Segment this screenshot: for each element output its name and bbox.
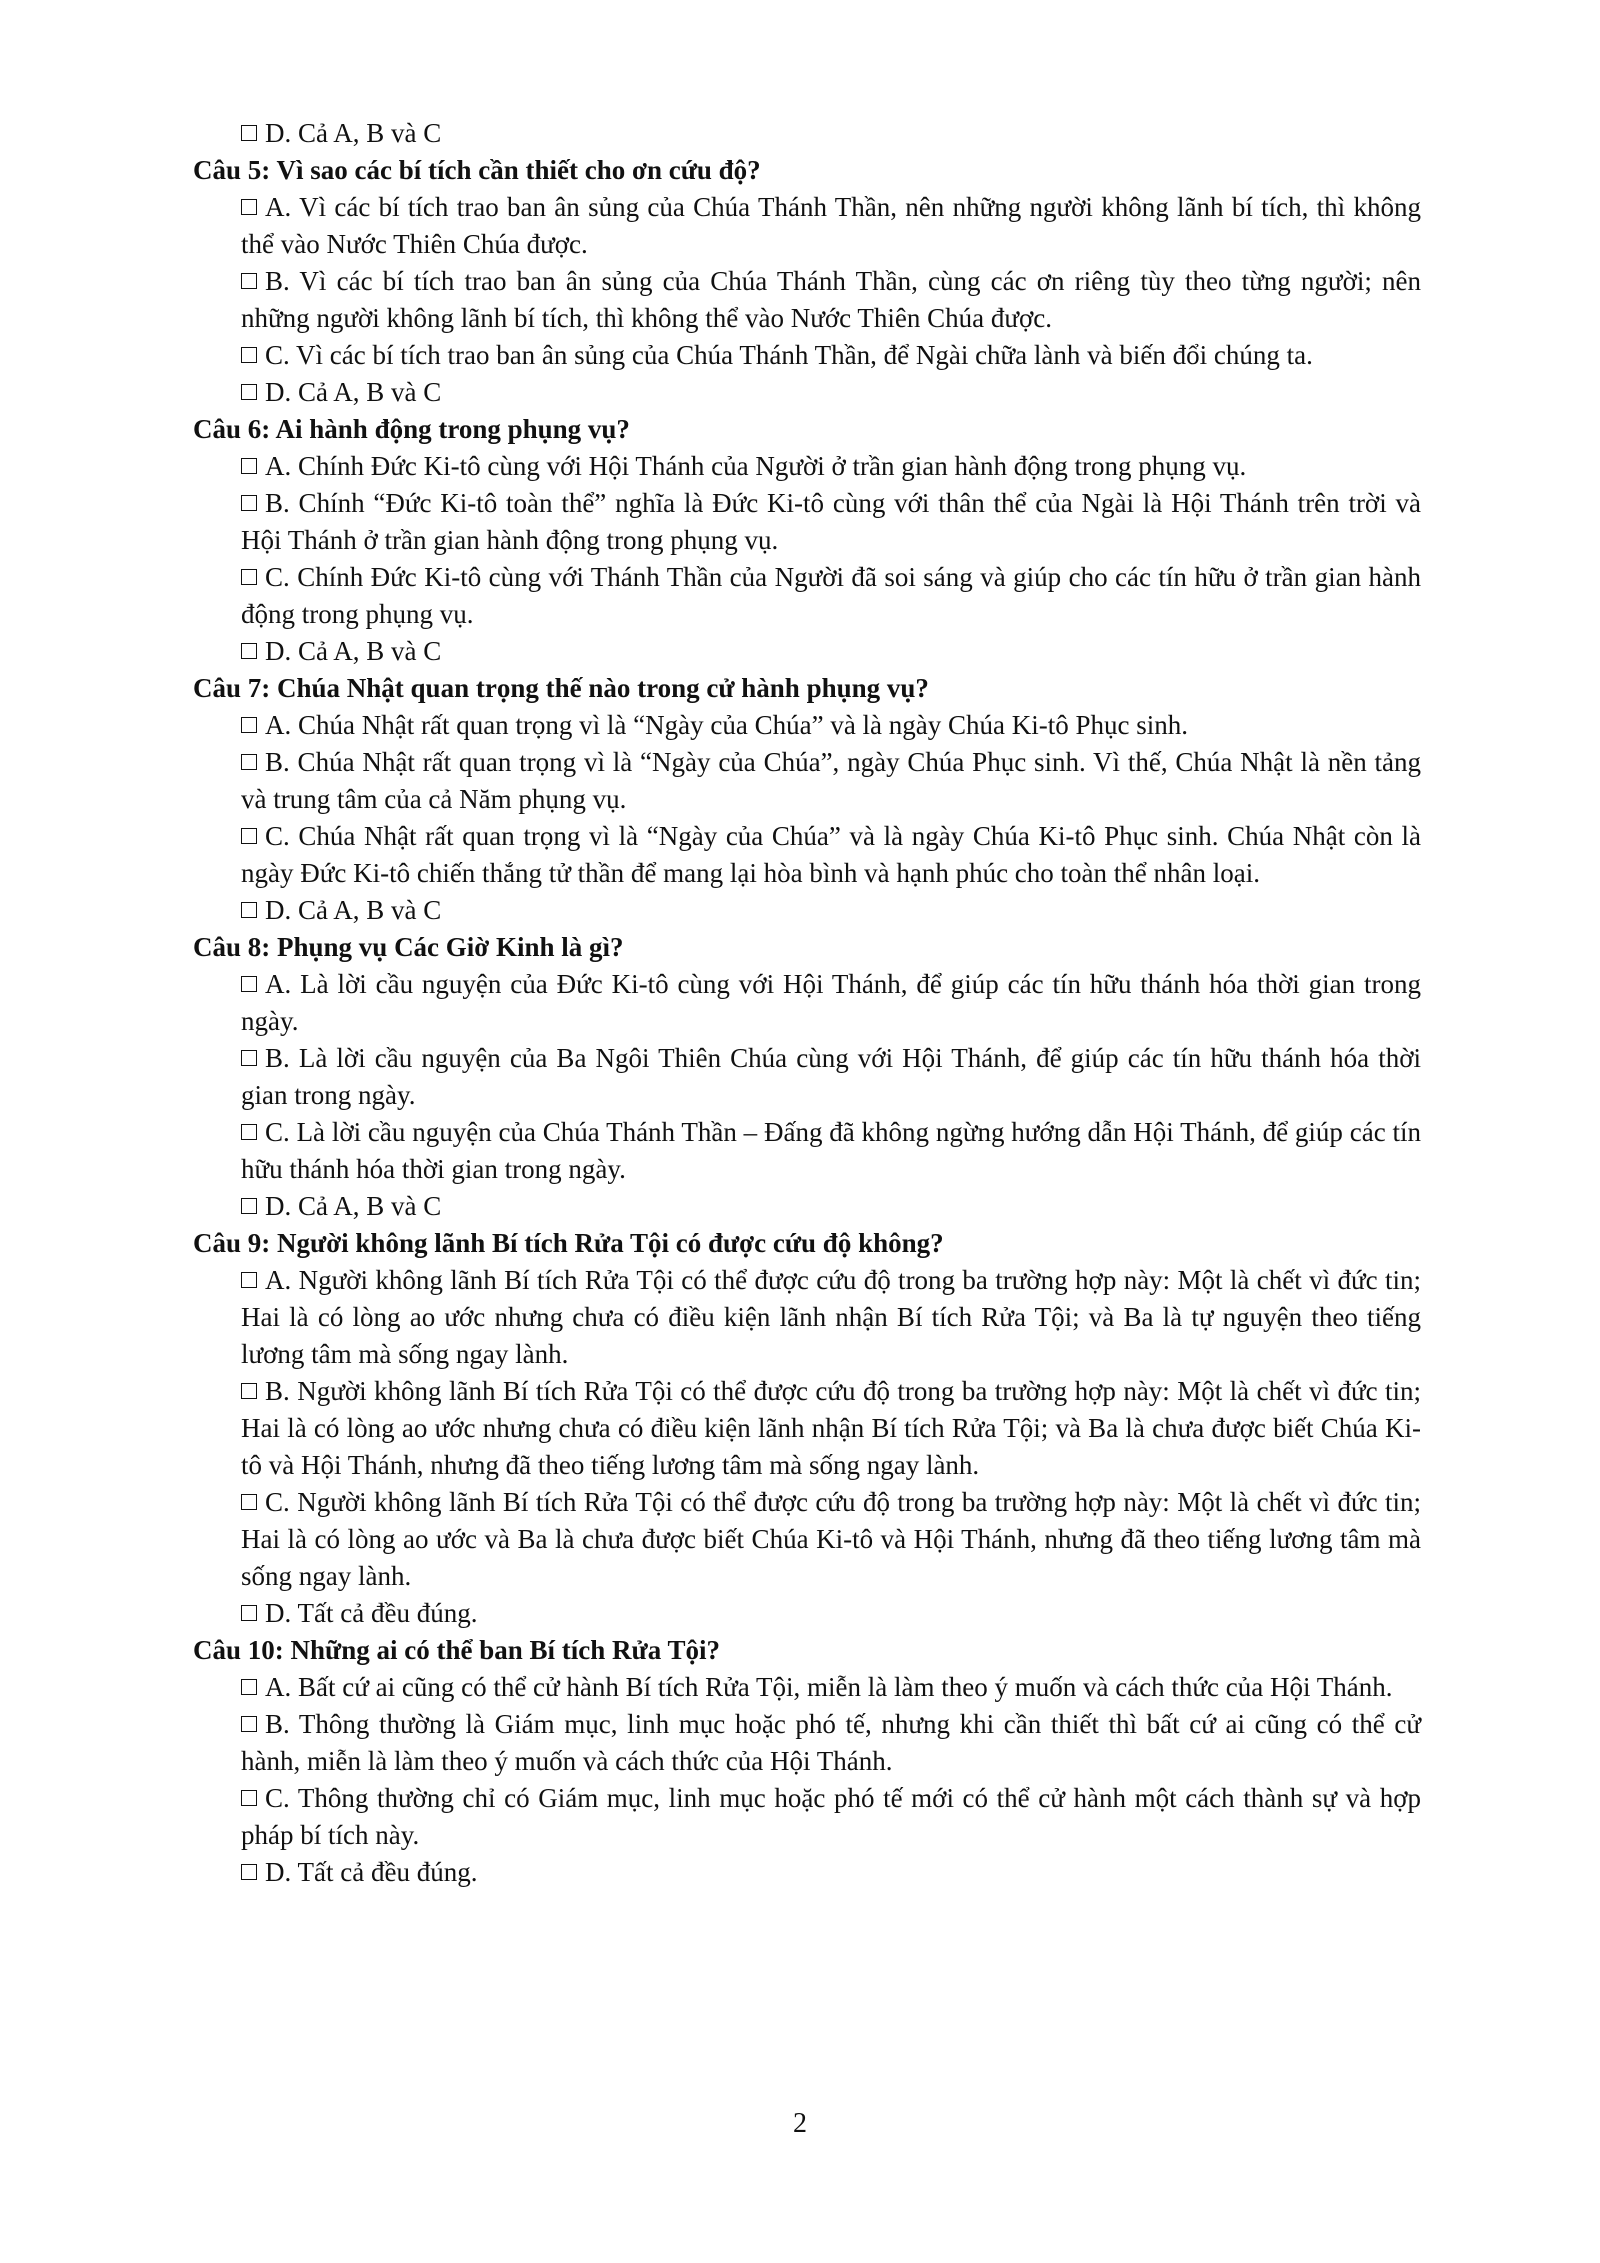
option-checkbox-row [193, 448, 1421, 485]
option-text: D. Cả A, B và C [265, 895, 442, 925]
question-title: Câu 8: Phụng vụ Các Giờ Kinh là gì? [193, 932, 624, 962]
checkbox-icon[interactable] [241, 643, 257, 659]
option-checkbox-row [193, 1114, 1421, 1188]
option-text: A. Người không lãnh Bí tích Rửa Tội có thể được cứu độ trong ba trường hợp này: Một là chết vì đức tin; Hai là có lòng ao ước nhưng chưa có điều kiện lãnh nhận Bí tích Rửa Tội; và Ba là tự nguyện theo tiếng lương tâm mà sống ngay lành. [241, 1265, 1421, 1369]
option-text: C. Chúa Nhật rất quan trọng vì là “Ngày của Chúa” và là ngày Chúa Ki-tô Phục sinh. Chúa Nhật còn là ngày Đức Ki-tô chiến thắng tử thần để mang lại hòa bình và hạnh phúc cho toàn thể nhân loại. [241, 821, 1421, 888]
option-checkbox-row [193, 1262, 1421, 1373]
option-checkbox-row [193, 1040, 1421, 1114]
option-checkbox-row [193, 1669, 1421, 1706]
question-title: Câu 9: Người không lãnh Bí tích Rửa Tội có được cứu độ không? [193, 1228, 944, 1258]
option-checkbox-row [193, 1595, 1421, 1632]
checkbox-icon[interactable] [241, 495, 257, 511]
question-title: Câu 6: Ai hành động trong phụng vụ? [193, 414, 630, 444]
option-text: C. Vì các bí tích trao ban ân sủng của Chúa Thánh Thần, để Ngài chữa lành và biến đổi chúng ta. [265, 340, 1313, 370]
option-text: A. Chúa Nhật rất quan trọng vì là “Ngày của Chúa” và là ngày Chúa Ki-tô Phục sinh. [265, 710, 1189, 740]
checkbox-icon[interactable] [241, 347, 257, 363]
option-text: B. Người không lãnh Bí tích Rửa Tội có thể được cứu độ trong ba trường hợp này: Một là chết vì đức tin; Hai là có lòng ao ước nhưng chưa có điều kiện lãnh nhận Bí tích Rửa Tội; và Ba là chưa được biết Chúa Ki-tô và Hội Thánh, nhưng đã theo tiếng lương tâm mà sống ngay lành. [241, 1376, 1421, 1480]
option-text: D. Cả A, B và C [265, 636, 442, 666]
option-text: B. Thông thường là Giám mục, linh mục hoặc phó tế, nhưng khi cần thiết thì bất cứ ai cũng có thể cử hành, miễn là làm theo ý muốn và cách thức của Hội Thánh. [241, 1709, 1421, 1776]
option-checkbox-row [193, 633, 1421, 670]
option-text: A. Chính Đức Ki-tô cùng với Hội Thánh của Người ở trần gian hành động trong phụng vụ. [265, 451, 1247, 481]
option-checkbox-row [193, 189, 1421, 263]
checkbox-icon[interactable] [241, 1494, 257, 1510]
checkbox-icon[interactable] [241, 458, 257, 474]
option-checkbox-row [193, 485, 1421, 559]
page-number: 2 [793, 2108, 807, 2139]
checkbox-icon[interactable] [241, 976, 257, 992]
option-checkbox-row [193, 559, 1421, 633]
checkbox-icon[interactable] [241, 1679, 257, 1695]
checkbox-icon[interactable] [241, 1050, 257, 1066]
option-text: A. Là lời cầu nguyện của Đức Ki-tô cùng với Hội Thánh, để giúp các tín hữu thánh hóa thời gian trong ngày. [241, 969, 1421, 1036]
option-checkbox-row [193, 263, 1421, 337]
option-checkbox-row [193, 115, 1421, 152]
option-checkbox-row [193, 966, 1421, 1040]
option-text: C. Thông thường chỉ có Giám mục, linh mục hoặc phó tế mới có thể cử hành một cách thành sự và hợp pháp bí tích này. [241, 1783, 1421, 1850]
question-title: Câu 10: Những ai có thể ban Bí tích Rửa Tội? [193, 1635, 720, 1665]
option-text: A. Bất cứ ai cũng có thể cử hành Bí tích Rửa Tội, miễn là làm theo ý muốn và cách thức của Hội Thánh. [265, 1672, 1393, 1702]
checkbox-icon[interactable] [241, 199, 257, 215]
option-checkbox-row [193, 374, 1421, 411]
option-text: D. Cả A, B và C [265, 377, 442, 407]
checkbox-icon[interactable] [241, 569, 257, 585]
option-text: B. Là lời cầu nguyện của Ba Ngôi Thiên Chúa cùng với Hội Thánh, để giúp các tín hữu thánh hóa thời gian trong ngày. [241, 1043, 1421, 1110]
option-text: A. Vì các bí tích trao ban ân sủng của Chúa Thánh Thần, nên những người không lãnh bí tích, thì không thể vào Nước Thiên Chúa được. [241, 192, 1421, 259]
option-text: D. Cả A, B và C [265, 118, 442, 148]
option-text: D. Cả A, B và C [265, 1191, 442, 1221]
option-text: B. Chúa Nhật rất quan trọng vì là “Ngày của Chúa”, ngày Chúa Phục sinh. Vì thế, Chúa Nhật là nền tảng và trung tâm của cả Năm phụng vụ. [241, 747, 1421, 814]
option-checkbox-row [193, 744, 1421, 818]
option-checkbox-row [193, 818, 1421, 892]
checkbox-icon[interactable] [241, 125, 257, 141]
option-text: D. Tất cả đều đúng. [265, 1857, 478, 1887]
option-checkbox-row [193, 1484, 1421, 1595]
option-checkbox-row [193, 1373, 1421, 1484]
option-text: C. Người không lãnh Bí tích Rửa Tội có thể được cứu độ trong ba trường hợp này: Một là chết vì đức tin; Hai là có lòng ao ước và Ba là chưa được biết Chúa Ki-tô và Hội Thánh, nhưng đã theo tiếng lương tâm mà sống ngay lành. [241, 1487, 1421, 1591]
option-text: C. Chính Đức Ki-tô cùng với Thánh Thần của Người đã soi sáng và giúp cho các tín hữu ở trần gian hành động trong phụng vụ. [241, 562, 1421, 629]
document-page [193, 115, 1421, 1891]
checkbox-icon[interactable] [241, 1605, 257, 1621]
option-checkbox-row [193, 707, 1421, 744]
option-checkbox-row [193, 892, 1421, 929]
option-text: D. Tất cả đều đúng. [265, 1598, 478, 1628]
checkbox-icon[interactable] [241, 273, 257, 289]
checkbox-icon[interactable] [241, 1198, 257, 1214]
checkbox-icon[interactable] [241, 1790, 257, 1806]
option-checkbox-row [193, 1854, 1421, 1891]
checkbox-icon[interactable] [241, 384, 257, 400]
checkbox-icon[interactable] [241, 1716, 257, 1732]
option-text: C. Là lời cầu nguyện của Chúa Thánh Thần – Đấng đã không ngừng hướng dẫn Hội Thánh, để giúp các tín hữu thánh hóa thời gian trong ngày. [241, 1117, 1421, 1184]
checkbox-icon[interactable] [241, 717, 257, 733]
checkbox-icon[interactable] [241, 754, 257, 770]
checkbox-icon[interactable] [241, 902, 257, 918]
checkbox-icon[interactable] [241, 1383, 257, 1399]
option-text: B. Chính “Đức Ki-tô toàn thể” nghĩa là Đức Ki-tô cùng với thân thể của Ngài là Hội Thánh trên trời và Hội Thánh ở trần gian hành động trong phụng vụ. [241, 488, 1421, 555]
option-checkbox-row [193, 337, 1421, 374]
option-checkbox-row [193, 1706, 1421, 1780]
checkbox-icon[interactable] [241, 1124, 257, 1140]
option-checkbox-row [193, 1780, 1421, 1854]
question-title: Câu 5: Vì sao các bí tích cần thiết cho ơn cứu độ? [193, 155, 761, 185]
option-text: B. Vì các bí tích trao ban ân sủng của Chúa Thánh Thần, cùng các ơn riêng tùy theo từng người; nên những người không lãnh bí tích, thì không thể vào Nước Thiên Chúa được. [241, 266, 1421, 333]
option-checkbox-row [193, 1188, 1421, 1225]
question-title: Câu 7: Chúa Nhật quan trọng thế nào trong cử hành phụng vụ? [193, 673, 929, 703]
checkbox-icon[interactable] [241, 1272, 257, 1288]
checkbox-icon[interactable] [241, 828, 257, 844]
checkbox-icon[interactable] [241, 1864, 257, 1880]
